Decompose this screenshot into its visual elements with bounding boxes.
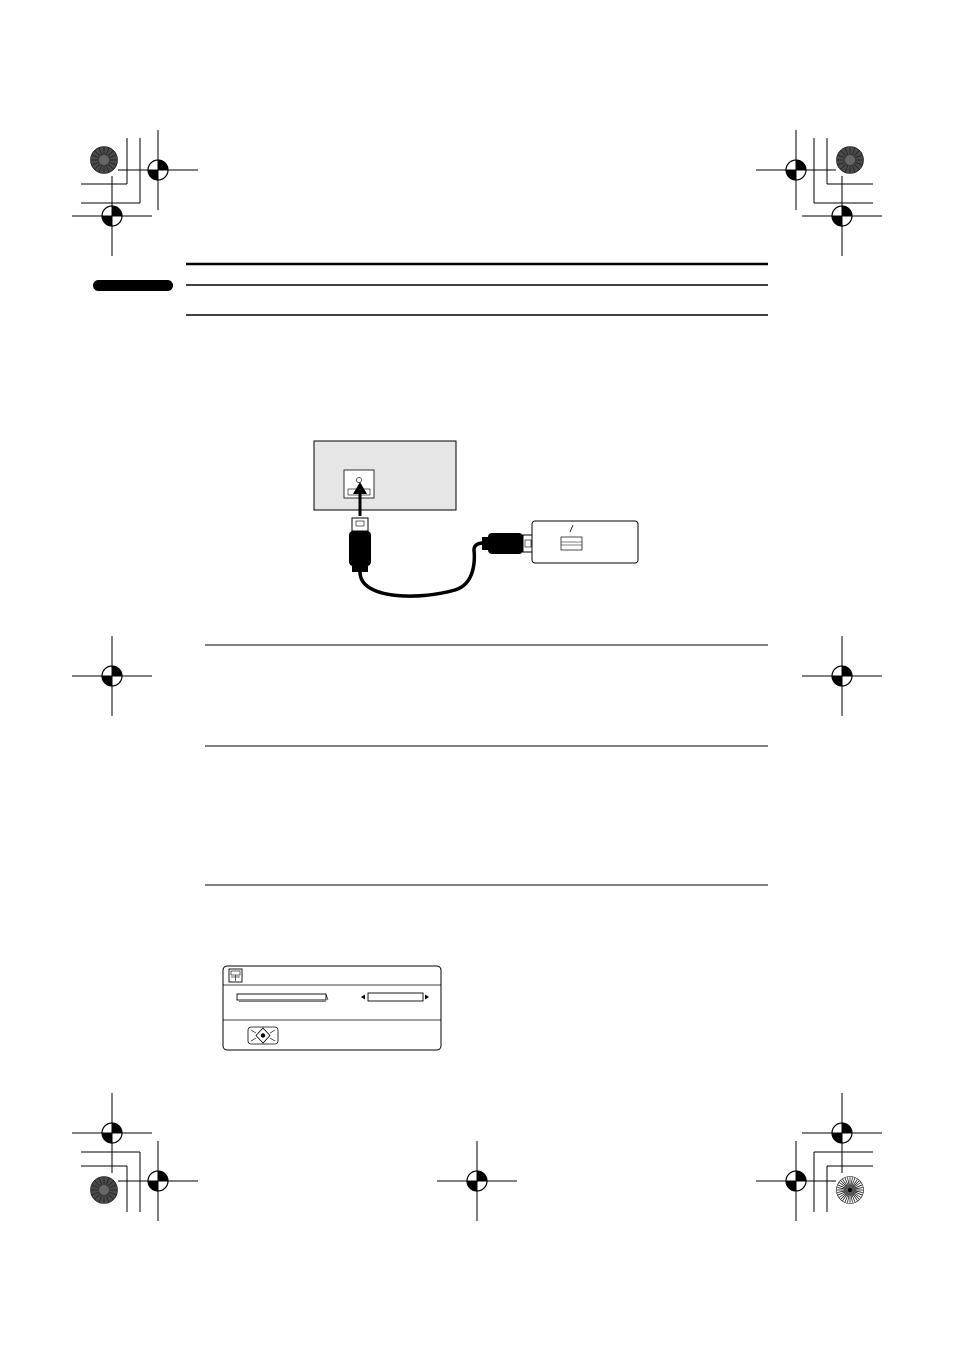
tv-rear-panel: [314, 441, 456, 510]
device-hdmi-terminal: [561, 537, 582, 550]
crosshair-target-icon: [118, 1141, 198, 1221]
crosshair-target-icon: [72, 636, 152, 716]
radial-star-target-icon: [91, 1177, 118, 1204]
hdmi-cable: [360, 543, 484, 596]
crosshair-target-icon: [437, 1141, 517, 1221]
hdmi-plug-vertical: [349, 518, 371, 572]
dpad-icon: [248, 1027, 278, 1044]
value-selector: [361, 993, 429, 1001]
crosshair-target-icon: [118, 130, 198, 210]
menu-item-bar: [237, 994, 328, 1002]
external-device-panel: [532, 521, 638, 563]
crosshair-target-icon: [756, 130, 836, 210]
crosshair-target-icon: [756, 1141, 836, 1221]
connection-diagram: [314, 441, 638, 596]
hdmi-plug-horizontal: [482, 533, 534, 554]
header-rules: [186, 264, 768, 315]
radial-star-target-icon: [837, 147, 864, 174]
radial-star-target-icon: [91, 147, 118, 174]
section-tab: [93, 280, 173, 291]
radial-star-target-icon: [837, 1177, 864, 1204]
menu-icon: [229, 969, 242, 982]
osd-menu-screen: [223, 966, 441, 1050]
crosshair-target-icon: [802, 636, 882, 716]
